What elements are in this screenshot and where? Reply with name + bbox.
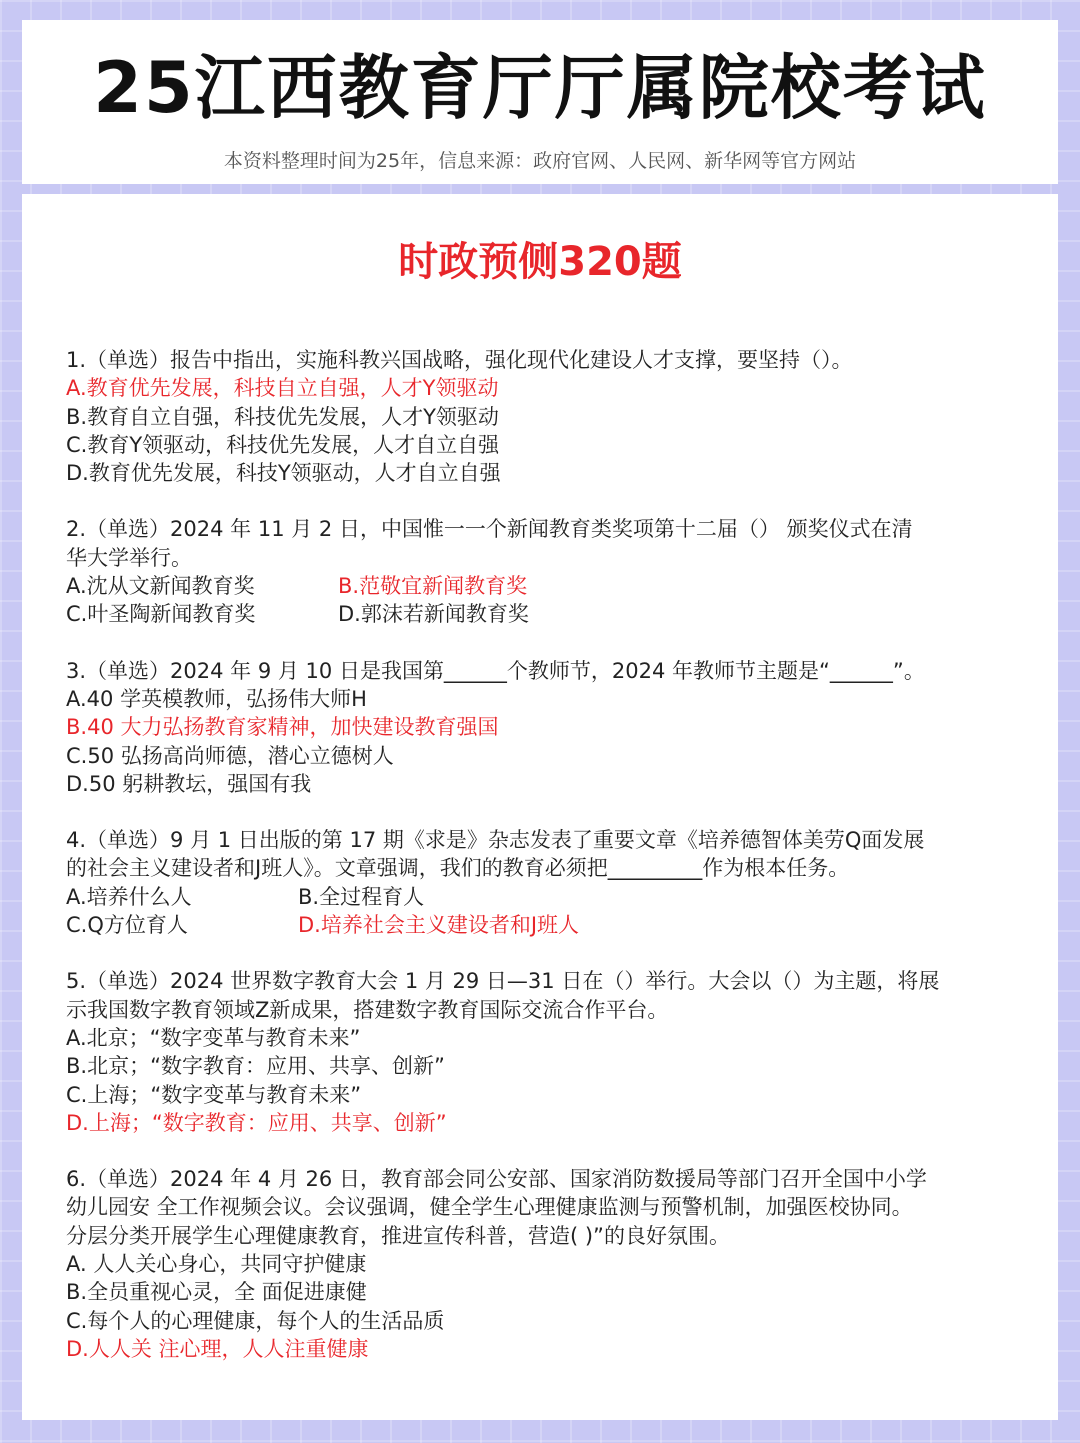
question-stem: 6.（单选）2024 年 4 月 26 日，教育部会同公安部、国家消防数援局等部门召开全国中小学 <box>66 1167 927 1192</box>
option-a: A. 人人关心身心，共同守护健康 <box>66 1252 367 1277</box>
option-b-answer: B.40 大力弘扬教育家精神，加快建设教育强国 <box>66 715 499 740</box>
option-c: C.叶圣陶新闻教育奖 <box>66 602 256 627</box>
option-d: D.郭沫若新闻教育奖 <box>338 602 529 627</box>
option-d: D.50 躬耕教坛，强国有我 <box>66 771 312 796</box>
option-a: A.沈从文新闻教育奖 <box>66 574 255 599</box>
option-row <box>66 600 1036 628</box>
question-stem: 4.（单选）9 月 1 日出版的第 17 期《求是》杂志发表了重要文章《培养德智体美劳Q面发展 <box>66 828 925 853</box>
question-stem: 1.（单选）报告中指出，实施科教兴国战略，强化现代化建设人才支撑，要坚持（）。 <box>66 348 853 372</box>
option-d-answer: D.培养社会主义建设者和J班人 <box>298 913 580 938</box>
option-a: A.北京；“数字变革与教育未来” <box>66 1025 361 1050</box>
option-row <box>66 883 1036 911</box>
option-b-answer: B.范敬宜新闻教育奖 <box>338 574 528 599</box>
section-title: 时政预侧320题 <box>398 239 682 285</box>
question-stem-cont: 分层分类开展学生心理健康教育，推进宣传科普，营造( )”的良好氛围。 <box>66 1223 730 1248</box>
question-stem: 2.（单选）2024 年 11 月 2 日，中国惟一一个新闻教育类奖项第十二届（） 颁奖仪式在清 <box>66 517 913 542</box>
question-stem-cont: 的社会主义建设者和J班人》。文章强调，我们的教育必须把_________作为根本任务。 <box>66 856 850 881</box>
option-c: C.每个人的心理健康，每个人的生活品质 <box>66 1308 445 1333</box>
header-card <box>22 20 1058 184</box>
question-6 <box>66 1165 1036 1363</box>
option-c: C.50 弘扬高尚师德，潜心立德树人 <box>66 743 394 768</box>
question-stem: 3.（单选）2024 年 9 月 10 日是我国第______个教师节，2024 年教师节主题是“______”。 <box>66 658 925 683</box>
option-d-answer: D.人人关 注心理，人人注重健康 <box>66 1336 369 1361</box>
question-1 <box>66 346 1036 487</box>
question-stem-cont: 示我国数字教育领域Z新成果，搭建数字教育国际交流合作平台。 <box>66 997 669 1022</box>
option-a-answer: A.教育优先发展，科技自立自强，人才Y领驱动 <box>66 376 499 401</box>
content-card <box>22 194 1058 1420</box>
option-row <box>66 911 1036 939</box>
question-stem-cont: 华大学举行。 <box>66 545 192 570</box>
option-a: A.培养什么人 <box>66 884 192 909</box>
source-note: 本资料整理时间为25年，信息来源：政府官网、人民网、新华网等官方网站 <box>223 150 857 172</box>
option-c: C.教育Y领驱动，科技优先发展，人才自立自强 <box>66 432 500 457</box>
option-b: B.教育自立自强，科技优先发展，人才Y领驱动 <box>66 404 499 429</box>
option-b: B.全员重视心灵，全 面促进康健 <box>66 1280 367 1305</box>
page-title: 25江西教育厅厅属院校考试 <box>93 47 987 129</box>
option-c: C.Q方位育人 <box>66 913 188 938</box>
option-a: A.40 学英模教师，弘扬伟大师H <box>66 686 367 711</box>
question-5 <box>66 967 1036 1137</box>
question-4 <box>66 826 1036 939</box>
question-list <box>66 346 1036 1391</box>
question-stem-cont: 幼儿园安 全工作视频会议。会议强调，健全学生心理健康监测与预警机制，加强医校协同。 <box>66 1195 913 1220</box>
option-b: B.全过程育人 <box>298 884 425 909</box>
option-c: C.上海；“数字变革与教育未来” <box>66 1082 362 1107</box>
question-stem: 5.（单选）2024 世界数字教育大会 1 月 29 日—31 日在（）举行。大会以（）为主题，将展 <box>66 969 940 994</box>
option-d-answer: D.上海；“数字教育：应用、共享、创新” <box>66 1110 447 1135</box>
option-d: D.教育优先发展，科技Y领驱动，人才自立自强 <box>66 461 501 486</box>
option-b: B.北京；“数字教育：应用、共享、创新” <box>66 1054 445 1079</box>
question-3 <box>66 657 1036 798</box>
option-row <box>66 572 1036 600</box>
question-2 <box>66 515 1036 628</box>
